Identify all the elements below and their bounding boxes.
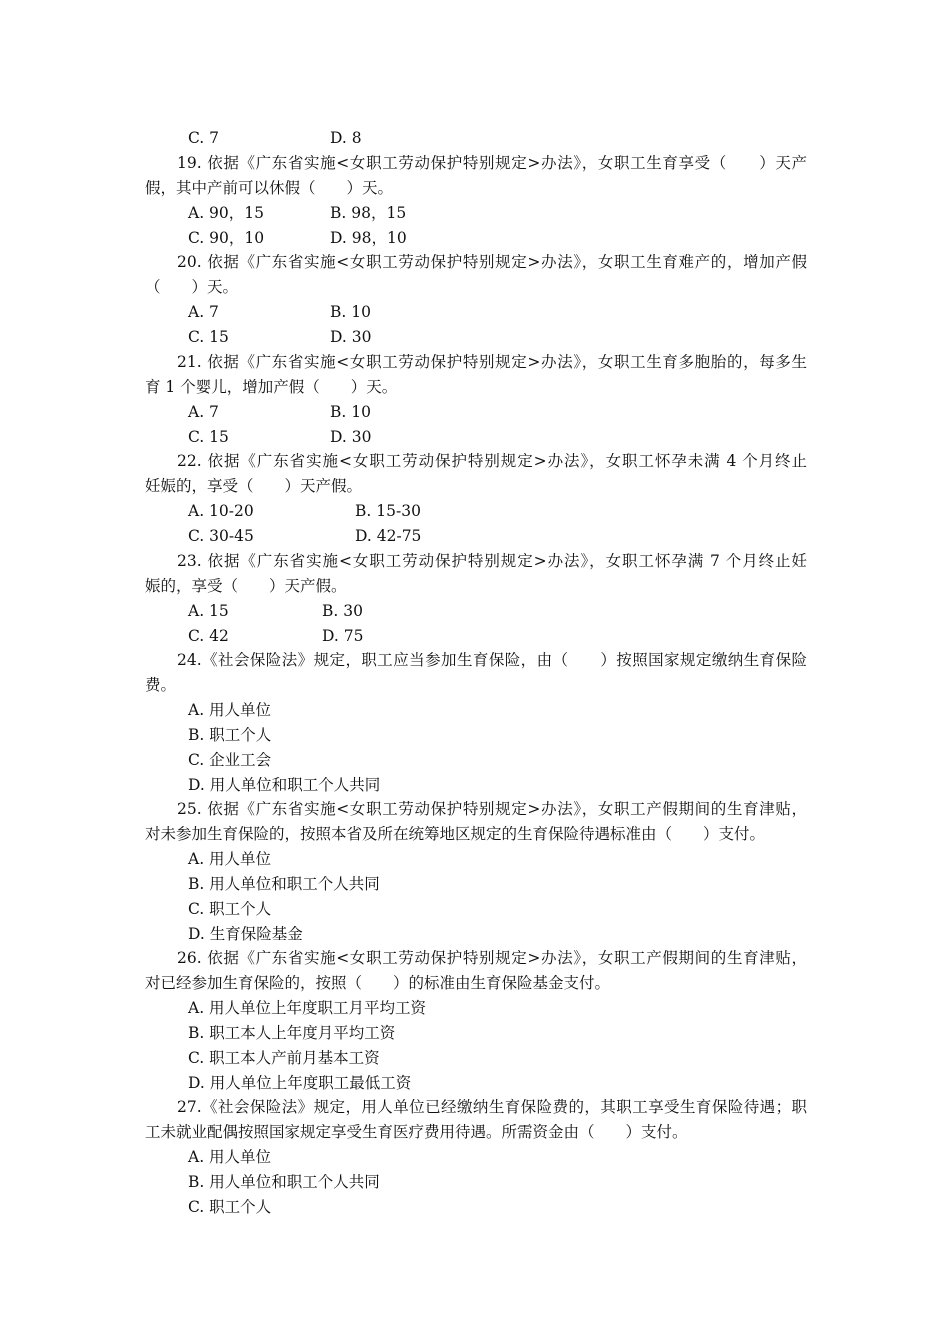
q26-option-c: C. 职工本人产前月基本工资 (188, 1049, 380, 1067)
q20-option-c: C. 15 (188, 328, 229, 346)
q20-option-a: A. 7 (188, 303, 219, 321)
q26-option-b: B. 职工本人上年度月平均工资 (188, 1024, 396, 1042)
q24-option-d: D. 用人单位和职工个人共同 (188, 776, 381, 794)
q18-option-c: C. 7 (188, 129, 220, 147)
q27-option-b: B. 用人单位和职工个人共同 (188, 1173, 380, 1191)
q24-option-c: C. 企业工会 (188, 751, 272, 769)
q21-stem-line1: 21. 依据《广东省实施<女职工劳动保护特别规定>办法》，女职工生育多胞胎的，每多生 (177, 353, 807, 371)
q23-option-d: D. 75 (322, 627, 364, 645)
q20-option-d: D. 30 (330, 328, 372, 346)
q23-stem-line1: 23. 依据《广东省实施<女职工劳动保护特别规定>办法》，女职工怀孕满 7 个月终止妊 (177, 552, 807, 570)
q19-stem-line2: 假，其中产前可以休假（ ）天。 (145, 179, 394, 197)
q24-stem-line1: 24.《社会保险法》规定，职工应当参加生育保险，由（ ）按照国家规定缴纳生育保险 (177, 651, 807, 669)
q25-option-a: A. 用人单位 (188, 850, 272, 868)
q19-option-a: A. 90，15 (188, 204, 264, 222)
q22-option-d: D. 42-75 (355, 527, 422, 545)
q27-stem-line2: 工未就业配偶按照国家规定享受生育医疗费用待遇。所需资金由（ ）支付。 (145, 1123, 688, 1141)
q26-stem-line2: 对已经参加生育保险的，按照（ ）的标准由生育保险基金支付。 (145, 974, 611, 992)
q25-stem-line1: 25. 依据《广东省实施<女职工劳动保护特别规定>办法》，女职工产假期间的生育津贴， (177, 800, 807, 818)
q20-option-b: B. 10 (330, 303, 371, 321)
q25-stem-line2: 对未参加生育保险的，按照本省及所在统筹地区规定的生育保险待遇标准由（ ）支付。 (145, 825, 766, 843)
q23-stem-line2: 娠的，享受（ ）天产假。 (145, 577, 347, 595)
q24-stem-line2: 费。 (145, 676, 177, 694)
q24-option-a: A. 用人单位 (188, 701, 272, 719)
q27-option-c: C. 职工个人 (188, 1198, 272, 1216)
q21-stem-line2: 育 1 个婴儿，增加产假（ ）天。 (145, 378, 398, 396)
q19-option-c: C. 90，10 (188, 229, 265, 247)
q22-option-c: C. 30-45 (188, 527, 254, 545)
q26-option-a: A. 用人单位上年度职工月平均工资 (188, 999, 427, 1017)
q25-option-b: B. 用人单位和职工个人共同 (188, 875, 380, 893)
q27-option-a: A. 用人单位 (188, 1148, 272, 1166)
q19-option-b: B. 98，15 (330, 204, 407, 222)
q21-option-d: D. 30 (330, 428, 372, 446)
q21-option-b: B. 10 (330, 403, 371, 421)
q27-stem-line1: 27.《社会保险法》规定，用人单位已经缴纳生育保险费的，其职工享受生育保险待遇；职 (177, 1098, 807, 1116)
q23-option-c: C. 42 (188, 627, 229, 645)
q22-stem-line1: 22. 依据《广东省实施<女职工劳动保护特别规定>办法》，女职工怀孕未满 4 个月终止 (177, 452, 807, 470)
q21-option-c: C. 15 (188, 428, 229, 446)
q22-option-b: B. 15-30 (355, 502, 421, 520)
q23-option-a: A. 15 (188, 602, 229, 620)
q20-stem-line1: 20. 依据《广东省实施<女职工劳动保护特别规定>办法》，女职工生育难产的，增加产假 (177, 253, 807, 271)
q20-stem-line2: （ ）天。 (145, 278, 239, 296)
q26-stem-line1: 26. 依据《广东省实施<女职工劳动保护特别规定>办法》，女职工产假期间的生育津贴， (177, 949, 807, 967)
q24-option-b: B. 职工个人 (188, 726, 272, 744)
q22-option-a: A. 10-20 (188, 502, 254, 520)
q25-option-c: C. 职工个人 (188, 900, 272, 918)
q21-option-a: A. 7 (188, 403, 219, 421)
q18-option-d: D. 8 (330, 129, 362, 147)
q26-option-d: D. 用人单位上年度职工最低工资 (188, 1074, 412, 1092)
q23-option-b: B. 30 (322, 602, 363, 620)
q19-option-d: D. 98，10 (330, 229, 407, 247)
q22-stem-line2: 妊娠的，享受（ ）天产假。 (145, 477, 363, 495)
q19-stem-line1: 19. 依据《广东省实施<女职工劳动保护特别规定>办法》，女职工生育享受（ ）天产 (177, 154, 807, 172)
q25-option-d: D. 生育保险基金 (188, 925, 303, 943)
